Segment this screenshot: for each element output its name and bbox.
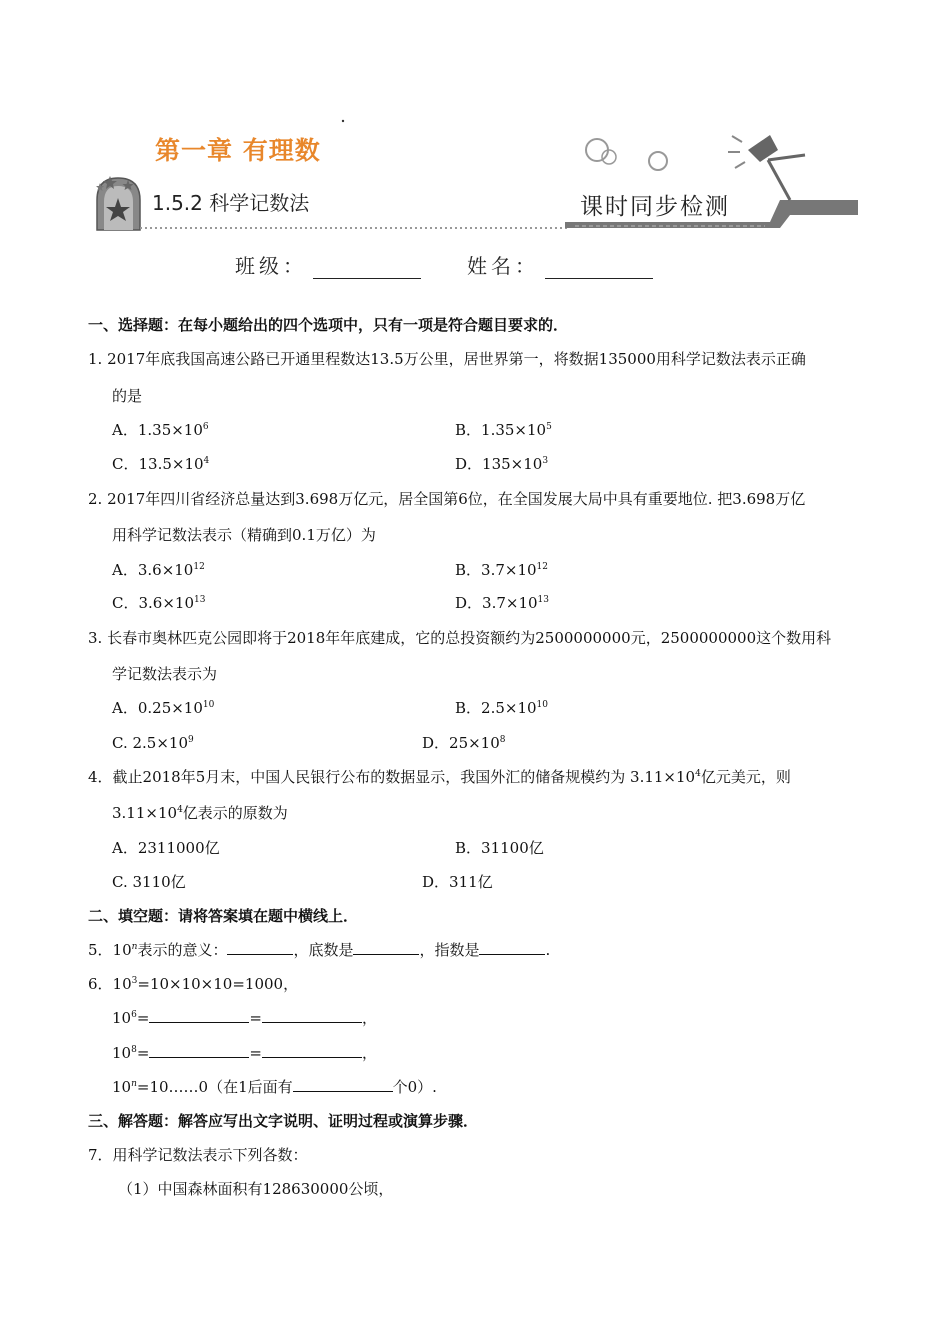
q6-line-10-n: $10^n=10\dots\dots 0$（在1后面有 个0）. — [112, 1078, 437, 1096]
q3-option-b[interactable]: B．$2.5\times 10^{10}$ — [455, 699, 548, 717]
section-3-heading: 三、解答题：解答应写出文字说明、证明过程或演算步骤． — [88, 1112, 479, 1130]
q3-option-a[interactable]: A．$0.25\times 10^{10}$ — [112, 699, 215, 717]
q4-text-line1: 4．截止2018年5月末，中国人民银行公布的数据显示，我国外汇的储备规模约为 $3.11\times 10^4$亿元美元，则 — [88, 768, 791, 786]
q2-text-line2: 用科学记数法表示（精确到0.1万亿）为 — [112, 526, 376, 544]
series-title: 课时同步检测 — [580, 194, 730, 220]
q1-option-d[interactable]: D．$135\times 10^3$ — [455, 455, 549, 473]
q3-option-d[interactable]: D．$25\times 10^8$ — [422, 734, 506, 752]
star-badge-icon — [96, 176, 140, 230]
q7-sub-1: （1）中国森林面积有128630000公顷， — [118, 1180, 394, 1198]
section-title: 1.5.2 科学记数法 — [152, 191, 310, 215]
q4-option-d[interactable]: D．311亿 — [422, 873, 493, 891]
q4-option-b[interactable]: B．31100亿 — [455, 839, 544, 857]
q5-blank-exponent[interactable] — [479, 940, 545, 955]
q4-option-c[interactable]: C. 3110亿 — [112, 873, 186, 891]
q4-text-line2: $3.11\times 10^4$亿表示的原数为 — [112, 804, 288, 822]
class-label: 班级： — [235, 254, 307, 278]
q1-text-line2: 的是 — [112, 387, 143, 405]
q6-blank-3[interactable] — [149, 1043, 249, 1058]
q6-blank-5[interactable] — [293, 1077, 393, 1092]
q1-option-a[interactable]: A．$1.35\times 10^6$ — [112, 421, 209, 439]
q6-blank-4[interactable] — [262, 1043, 362, 1058]
header-banner — [0, 0, 950, 240]
q5-blank-meaning[interactable] — [227, 940, 293, 955]
q2-option-d[interactable]: D．$3.7\times 10^{13}$ — [455, 594, 549, 612]
q4-option-a[interactable]: A．2311000亿 — [112, 839, 220, 857]
q6-blank-2[interactable] — [262, 1008, 362, 1023]
q5-blank-base[interactable] — [353, 940, 419, 955]
q5-text: 5．10$^n$表示的意义： ，底数是 ，指数是 . — [88, 941, 551, 959]
q6-text-line1: 6．$10^3=10\times 10\times 10=1000$， — [88, 975, 299, 993]
class-blank[interactable] — [313, 260, 421, 279]
q2-option-c[interactable]: C．$3.6\times 10^{13}$ — [112, 594, 206, 612]
q6-blank-1[interactable] — [149, 1008, 249, 1023]
q3-text-line2: 学记数法表示为 — [112, 665, 218, 683]
class-field[interactable] — [235, 250, 421, 279]
q1-option-c[interactable]: C．$13.5\times 10^4$ — [112, 455, 210, 473]
section-2-heading: 二、填空题：请将答案填在题中横线上． — [88, 907, 359, 925]
q3-text-line1: 3. 长春市奥林匹克公园即将于2018年年底建成，它的总投资额约为2500000000元，2500000000这个数用科 — [88, 629, 832, 647]
q1-text-line1: 1. 2017年底我国高速公路已开通里程数达13.5万公里，居世界第一，将数据135000用科学记数法表示正确 — [88, 350, 806, 368]
name-field[interactable] — [467, 250, 653, 279]
q2-option-a[interactable]: A．$3.6\times 10^{12}$ — [112, 561, 205, 579]
q3-option-c[interactable]: C. $2.5\times 10^9$ — [112, 734, 194, 752]
name-blank[interactable] — [545, 260, 653, 279]
q2-text-line1: 2. 2017年四川省经济总量达到3.698万亿元，居全国第6位，在全国发展大局中具有重要地位. 把3.698万亿 — [88, 490, 806, 508]
name-label: 姓名： — [467, 254, 539, 278]
q2-option-b[interactable]: B．$3.7\times 10^{12}$ — [455, 561, 548, 579]
q7-text-line1: 7．用科学记数法表示下列各数： — [88, 1146, 308, 1164]
q6-line-10-8: $10^8=$ = ， — [112, 1044, 377, 1062]
chapter-title: 第一章 有理数 — [155, 136, 321, 165]
q6-line-10-6: $10^6=$ = ， — [112, 1009, 377, 1027]
section-1-heading: 一、选择题：在每小题给出的四个选项中，只有一项是符合题目要求的． — [88, 316, 569, 334]
q1-option-b[interactable]: B．$1.35\times 10^5$ — [455, 421, 552, 439]
